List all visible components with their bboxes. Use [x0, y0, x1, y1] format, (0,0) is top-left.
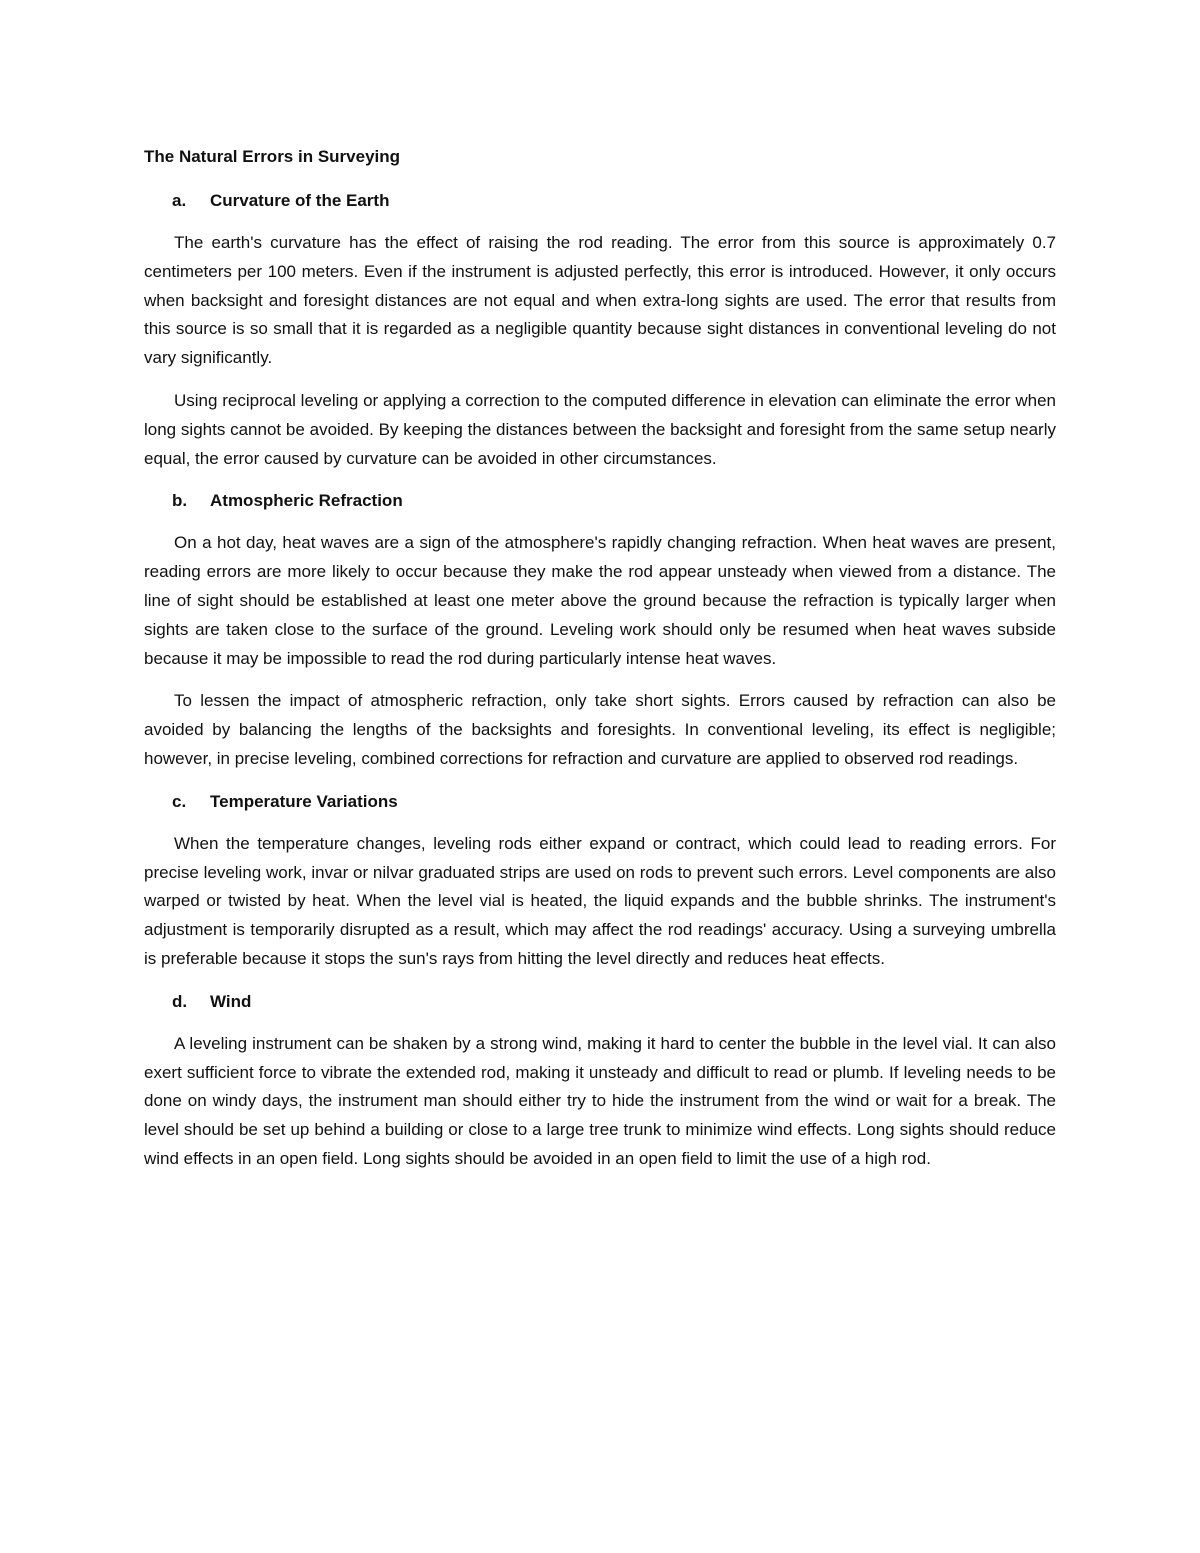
paragraph: When the temperature changes, leveling rods either expand or contract, which could lead to reading errors. For precise leveling work, invar or nilvar graduated strips are used on rods to prevent such errors. Level components are also warped or twisted by heat. When the level vial is heated, the liquid expands and the bubble shrinks. The instrument's adjustment is temporarily disrupted as a result, which may affect the rod readings' accuracy. Using a surveying umbrella is preferable because it stops the sun's rays from hitting the level directly and reduces heat effects. — [144, 833, 1056, 968]
paragraph: Using reciprocal leveling or applying a correction to the computed difference in elevation can eliminate the error when long sights cannot be avoided. By keeping the distances between the backsight and foresight from the same setup nearly equal, the error caused by curvature can be avoided in other circumstances. — [144, 390, 1056, 468]
document-body — [144, 143, 1056, 1188]
paragraph: On a hot day, heat waves are a sign of the atmosphere's rapidly changing refraction. When heat waves are present, reading errors are more likely to occur because they make the rod appear unsteady when viewed from a distance. The line of sight should be established at least one meter above the ground because the refraction is typically larger when sights are taken close to the surface of the ground. Leveling work should only be resumed when heat waves subside because it may be impossible to read the rod during particularly intense heat waves. — [144, 533, 1056, 668]
section-heading-temperature — [144, 788, 1056, 816]
paragraph: The earth's curvature has the effect of raising the rod reading. The error from this source is approximately 0.7 centimeters per 100 meters. Even if the instrument is adjusted perfectly, this error is introduced. However, it only occurs when backsight and foresight distances are not equal and when extra-long sights are used. The error that results from this source is so small that it is regarded as a negligible quantity because sight distances in conventional leveling do not vary significantly. — [144, 233, 1056, 368]
section-heading-wind — [144, 988, 1056, 1016]
paragraph: A leveling instrument can be shaken by a strong wind, making it hard to center the bubble in the level vial. It can also exert sufficient force to vibrate the extended rod, making it unsteady and difficult to read or plumb. If leveling needs to be done on windy days, the instrument man should either try to hide the instrument from the wind or wait for a break. The level should be set up behind a building or close to a large tree trunk to minimize wind effects. Long sights should reduce wind effects in an open field. Long sights should be avoided in an open field to limit the use of a high rod. — [144, 1033, 1056, 1168]
section-heading-refraction — [144, 487, 1056, 515]
section-title: Curvature of the Earth — [210, 191, 390, 210]
section-title: Wind — [210, 991, 252, 1011]
section-marker: a. — [172, 191, 187, 210]
section-marker: d. — [172, 991, 188, 1011]
section-heading-curvature — [144, 187, 1056, 215]
document-title: The Natural Errors in Surveying — [144, 147, 401, 166]
section-marker: c. — [172, 791, 187, 811]
section-marker: b. — [172, 491, 188, 511]
section-title: Atmospheric Refraction — [210, 491, 403, 511]
section-title: Temperature Variations — [210, 791, 398, 811]
paragraph: To lessen the impact of atmospheric refraction, only take short sights. Errors caused by refraction can also be avoided by balancing the lengths of the backsights and foresights. In conventional leveling, its effect is negligible; however, in precise leveling, combined corrections for refraction and curvature are applied to observed rod readings. — [144, 691, 1056, 768]
